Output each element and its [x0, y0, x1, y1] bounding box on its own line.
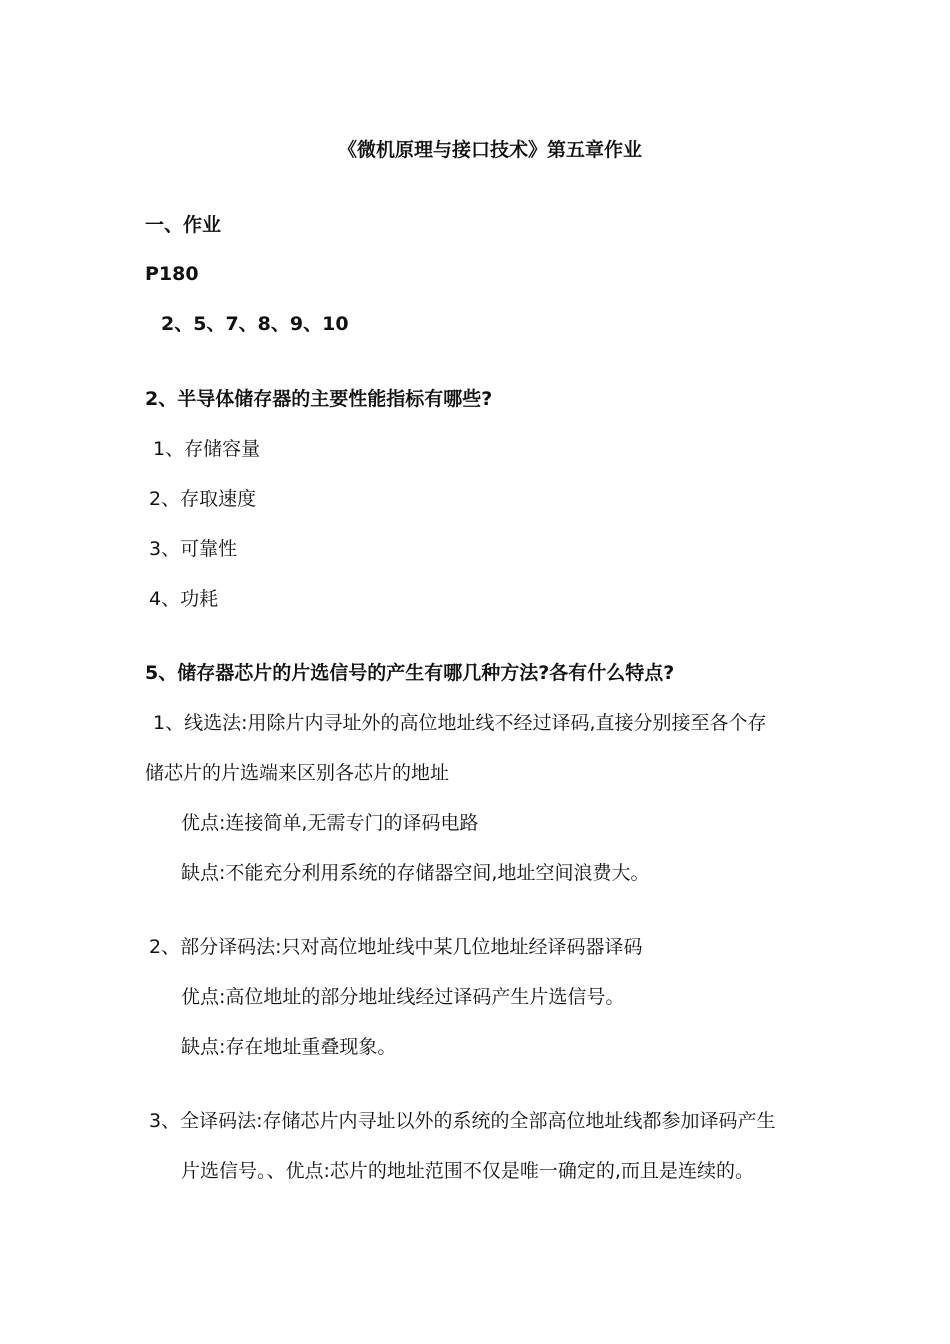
method-1-pro: 优点:连接简单,无需专门的译码电路	[181, 812, 479, 834]
method-2-pro: 优点:高位地址的部分地址线经过译码产生片选信号。	[181, 986, 625, 1008]
method-2-con: 缺点:存在地址重叠现象。	[181, 1036, 397, 1058]
question-2: 2、半导体储存器的主要性能指标有哪些?	[145, 388, 493, 410]
document-title: 《微机原理与接口技术》第五章作业	[337, 139, 642, 161]
answer-item: 4、功耗	[149, 588, 219, 610]
method-1-line-1: 1、线选法:用除片内寻址外的高位地址线不经过译码,直接分别接至各个存	[153, 712, 767, 734]
problem-list: 2、5、7、8、9、10	[161, 313, 349, 335]
method-3-line-1: 3、全译码法:存储芯片内寻址以外的系统的全部高位地址线都参加译码产生	[149, 1110, 776, 1132]
method-1-con: 缺点:不能充分利用系统的存储器空间,地址空间浪费大。	[181, 862, 650, 884]
page-reference: P180	[145, 263, 199, 285]
question-5: 5、储存器芯片的片选信号的产生有哪几种方法?各有什么特点?	[145, 662, 675, 684]
method-2-line-1: 2、部分译码法:只对高位地址线中某几位地址经译码器译码	[149, 936, 643, 958]
section-heading: 一、作业	[145, 214, 222, 236]
answer-item: 1、存储容量	[153, 438, 261, 460]
answer-item: 2、存取速度	[149, 488, 257, 510]
answer-item: 3、可靠性	[149, 538, 238, 560]
method-1-line-2: 储芯片的片选端来区别各芯片的地址	[145, 762, 450, 784]
method-3-line-2: 片选信号。、优点:芯片的地址范围不仅是唯一确定的,而且是连续的。	[181, 1160, 754, 1182]
